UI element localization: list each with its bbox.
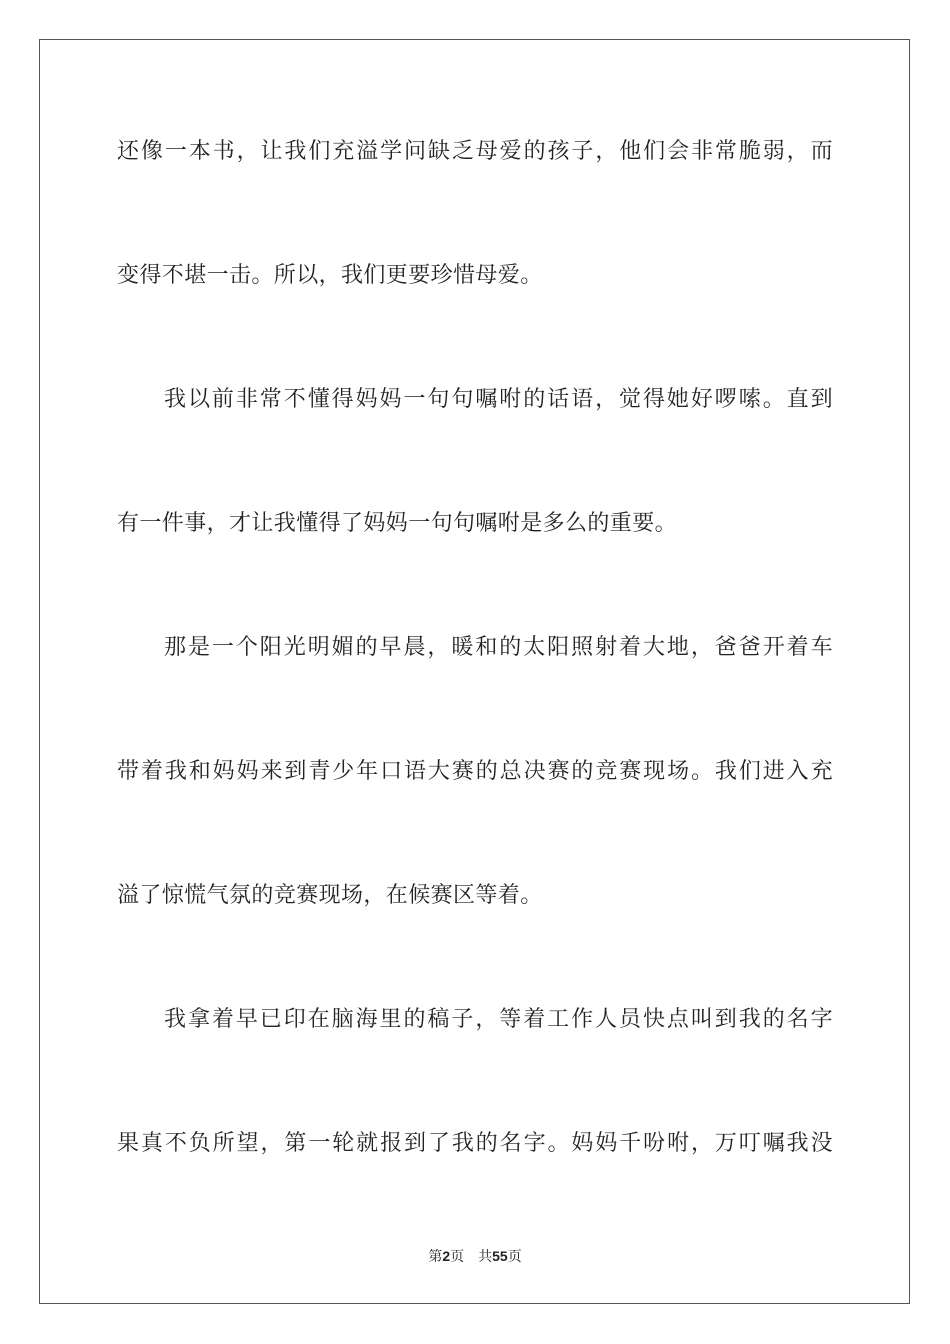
text-line-6: 带着我和妈妈来到青少年口语大赛的总决赛的竞赛现场。我们进入充 bbox=[117, 759, 833, 784]
page-footer bbox=[0, 1247, 950, 1266]
text-line-3: 我以前非常不懂得妈妈一句句嘱咐的话语，觉得她好啰嗦。直到 bbox=[164, 387, 833, 412]
text-line-2: 变得不堪一击。所以，我们更要珍惜母爱。 bbox=[117, 263, 543, 288]
page-prefix: 第 bbox=[428, 1249, 443, 1265]
text-line-8: 我拿着早已印在脑海里的稿子，等着工作人员快点叫到我的名字 bbox=[164, 1007, 833, 1032]
text-line-4: 有一件事，才让我懂得了妈妈一句句嘱咐是多么的重要。 bbox=[117, 511, 678, 536]
text-line-1: 还像一本书，让我们充溢学问缺乏母爱的孩子，他们会非常脆弱，而 bbox=[117, 139, 833, 164]
total-prefix: 共 bbox=[478, 1249, 493, 1265]
text-line-9: 果真不负所望，第一轮就报到了我的名字。妈妈千吩咐，万叮嘱我没 bbox=[117, 1131, 833, 1156]
text-line-5: 那是一个阳光明媚的早晨，暖和的太阳照射着大地，爸爸开着车 bbox=[164, 635, 833, 660]
page-number: 2 bbox=[442, 1248, 451, 1264]
page-suffix: 页 bbox=[450, 1249, 465, 1265]
page-border bbox=[39, 39, 910, 1304]
total-pages: 55 bbox=[492, 1248, 508, 1264]
total-suffix: 页 bbox=[507, 1249, 522, 1265]
text-line-7: 溢了惊慌气氛的竞赛现场，在候赛区等着。 bbox=[117, 883, 543, 908]
